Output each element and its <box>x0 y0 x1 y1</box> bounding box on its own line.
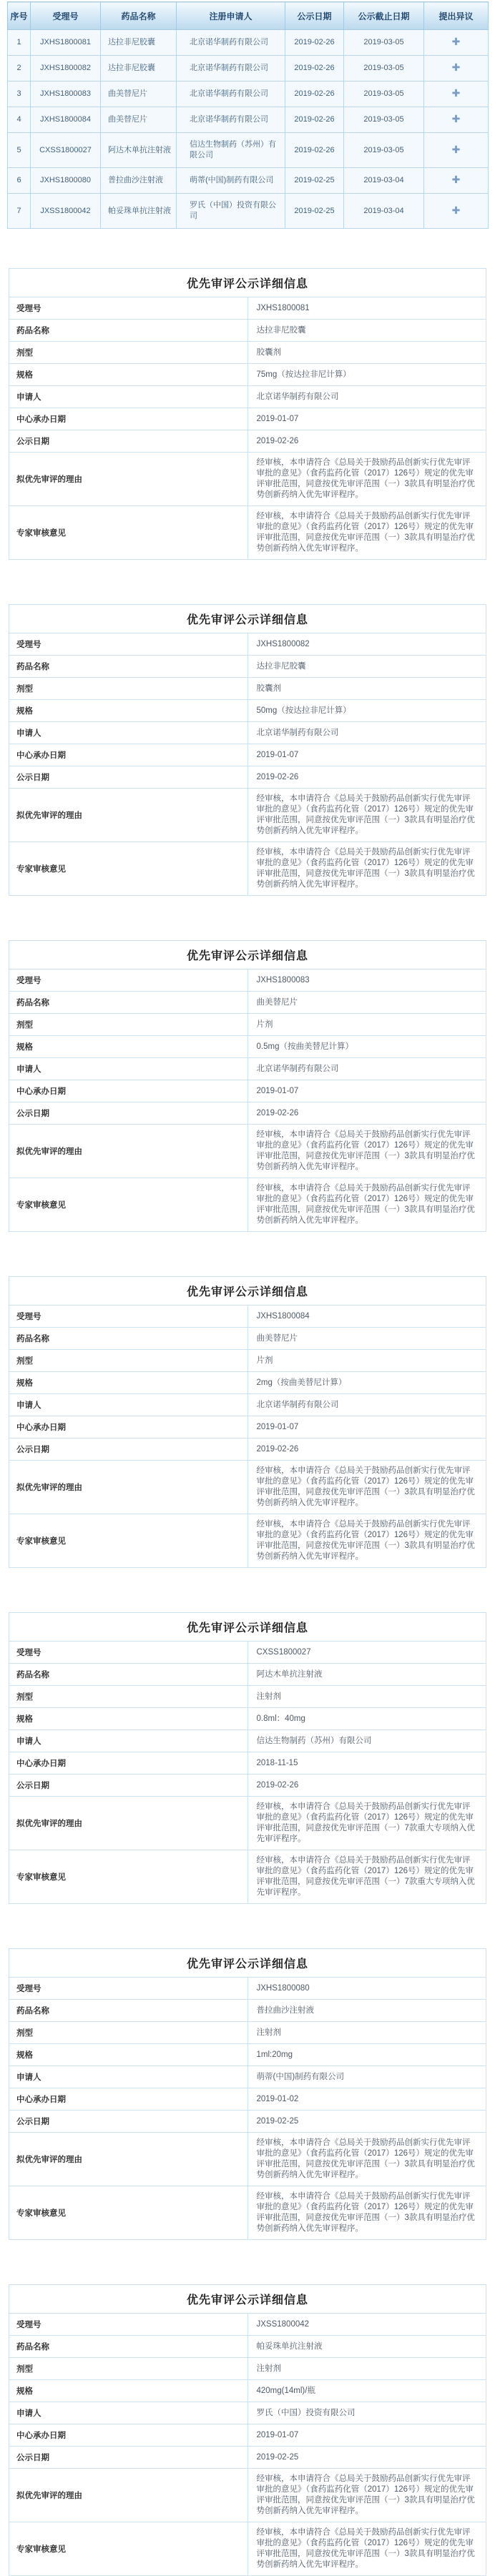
row-index-cell: 6 <box>8 168 31 194</box>
field-value-drug_name: 普拉曲沙注射液 <box>248 2000 486 2022</box>
detail-table <box>9 268 486 560</box>
publicity-date-cell: 2019-02-26 <box>285 133 344 168</box>
field-label-dosage_form: 剂型 <box>9 1350 248 1372</box>
detail-field-row <box>9 766 486 789</box>
field-value-center_date: 2018-11-15 <box>248 1752 486 1775</box>
field-label-acceptance_no: 受理号 <box>9 297 248 320</box>
field-label-acceptance_no: 受理号 <box>9 2314 248 2336</box>
field-value-reason: 经审核，本申请符合《总局关于鼓励药品创新实行优先审评审批的意见》（食药监药化管（2017）126号）规定的优先审评审批范围，同意按优先审评范围（一）3款具有明显治疗优势创新药纳入优先审评程序。 <box>248 789 486 842</box>
detail-field-row <box>9 453 486 506</box>
detail-field-row <box>9 1797 486 1850</box>
field-label-acceptance_no: 受理号 <box>9 969 248 992</box>
detail-field-row <box>9 430 486 453</box>
field-value-drug_name: 帕妥珠单抗注射液 <box>248 2336 486 2358</box>
detail-field-row <box>9 2358 486 2380</box>
publicity-end-date-cell: 2019-03-05 <box>344 56 424 82</box>
detail-field-row <box>9 969 486 992</box>
field-value-strength: 50mg（按达拉非尼计算） <box>248 700 486 722</box>
detail-table <box>9 1948 486 2240</box>
detail-field-row <box>9 1394 486 1416</box>
field-label-center_date: 中心承办日期 <box>9 744 248 766</box>
drug-name-cell: 帕妥珠单抗注射液 <box>101 194 177 229</box>
field-value-expert_opinion: 经审核，本申请符合《总局关于鼓励药品创新实行优先审评审批的意见》（食药监药化管（2017）126号）规定的优先审评审批范围，同意按优先审评范围（一）3款具有明显治疗优势创新药纳入优先审评程序。 <box>248 842 486 896</box>
publicity-date-cell: 2019-02-26 <box>285 107 344 133</box>
field-value-strength: 0.8ml：40mg <box>248 1708 486 1730</box>
detail-field-row <box>9 506 486 560</box>
field-value-strength: 1ml:20mg <box>248 2044 486 2066</box>
field-value-strength: 0.5mg（按曲美替尼计算） <box>248 1036 486 1058</box>
field-value-center_date: 2019-01-02 <box>248 2088 486 2111</box>
applicant-cell: 罗氏（中国）投资有限公司 <box>177 194 285 229</box>
field-value-expert_opinion: 经审核，本申请符合《总局关于鼓励药品创新实行优先审评审批的意见》（食药监药化管（2017）126号）规定的优先审评审批范围，同意按优先审评范围（一）3款具有明显治疗优势创新药纳入优先审评程序。 <box>248 1178 486 1232</box>
field-label-publicity_date: 公示日期 <box>9 1102 248 1125</box>
table-row <box>8 30 489 56</box>
field-value-acceptance_no: JXHS1800082 <box>248 633 486 656</box>
publicity-end-date-cell: 2019-03-05 <box>344 82 424 107</box>
field-value-dosage_form: 片剂 <box>248 1014 486 1036</box>
summary-table <box>7 1 489 229</box>
table-row <box>8 56 489 82</box>
detail-field-row <box>9 1416 486 1438</box>
publicity-end-date-cell: 2019-03-04 <box>344 194 424 229</box>
field-value-center_date: 2019-01-07 <box>248 744 486 766</box>
row-index-cell: 4 <box>8 107 31 133</box>
detail-field-row <box>9 656 486 678</box>
field-label-drug_name: 药品名称 <box>9 2000 248 2022</box>
detail-field-row <box>9 1328 486 1350</box>
field-label-applicant: 申请人 <box>9 1058 248 1080</box>
field-label-reason: 拟优先审评的理由 <box>9 1461 248 1514</box>
field-label-publicity_date: 公示日期 <box>9 2111 248 2133</box>
field-value-applicant: 罗氏（中国）投资有限公司 <box>248 2402 486 2424</box>
objection-cell <box>424 133 489 168</box>
detail-field-row <box>9 1350 486 1372</box>
detail-field-row <box>9 364 486 386</box>
applicant-cell: 北京诺华制药有限公司 <box>177 82 285 107</box>
row-index-cell: 1 <box>8 30 31 56</box>
column-header-4: 公示日期 <box>285 2 344 30</box>
summary-header-row <box>8 2 489 30</box>
detail-field-row <box>9 2447 486 2469</box>
objection-plus-icon[interactable]: ✚ <box>451 174 461 185</box>
publicity-date-cell: 2019-02-25 <box>285 194 344 229</box>
field-value-publicity_date: 2019-02-26 <box>248 430 486 453</box>
field-label-expert_opinion: 专家审核意见 <box>9 842 248 896</box>
field-label-dosage_form: 剂型 <box>9 2022 248 2044</box>
detail-section-title: 优先审评公示详细信息 <box>9 605 486 633</box>
detail-field-row <box>9 2066 486 2088</box>
detail-field-row <box>9 2133 486 2186</box>
drug-name-cell: 阿达木单抗注射液 <box>101 133 177 168</box>
table-row <box>8 107 489 133</box>
row-index-cell: 2 <box>8 56 31 82</box>
field-label-center_date: 中心承办日期 <box>9 1080 248 1102</box>
detail-table <box>9 2284 486 2576</box>
field-label-reason: 拟优先审评的理由 <box>9 2133 248 2186</box>
field-label-publicity_date: 公示日期 <box>9 1438 248 1461</box>
field-label-dosage_form: 剂型 <box>9 342 248 364</box>
acceptance-no-cell: JXHS1800083 <box>31 82 101 107</box>
objection-cell <box>424 30 489 56</box>
field-label-applicant: 申请人 <box>9 2402 248 2424</box>
field-value-acceptance_no: JXHS1800080 <box>248 1978 486 2000</box>
field-label-reason: 拟优先审评的理由 <box>9 1797 248 1850</box>
field-value-acceptance_no: JXHS1800084 <box>248 1306 486 1328</box>
field-value-dosage_form: 注射剂 <box>248 1686 486 1708</box>
detail-section-title: 优先审评公示详细信息 <box>9 269 486 297</box>
detail-field-row <box>9 1775 486 1797</box>
applicant-cell: 北京诺华制药有限公司 <box>177 107 285 133</box>
acceptance-no-cell: JXHS1800081 <box>31 30 101 56</box>
detail-section-title: 优先审评公示详细信息 <box>9 1949 486 1978</box>
field-value-dosage_form: 胶囊剂 <box>248 678 486 700</box>
detail-field-row <box>9 2088 486 2111</box>
table-row <box>8 82 489 107</box>
detail-field-row <box>9 1306 486 1328</box>
publicity-date-cell: 2019-02-26 <box>285 56 344 82</box>
detail-table <box>9 1612 486 1904</box>
field-value-center_date: 2019-01-07 <box>248 1080 486 1102</box>
detail-field-row <box>9 1036 486 1058</box>
field-label-expert_opinion: 专家审核意见 <box>9 1178 248 1232</box>
field-label-publicity_date: 公示日期 <box>9 2447 248 2469</box>
field-label-dosage_form: 剂型 <box>9 1014 248 1036</box>
detail-section <box>9 1276 486 1568</box>
objection-plus-icon[interactable]: ✚ <box>451 113 461 124</box>
detail-field-row <box>9 700 486 722</box>
publicity-end-date-cell: 2019-03-05 <box>344 107 424 133</box>
field-label-expert_opinion: 专家审核意见 <box>9 1514 248 1568</box>
detail-section <box>9 2284 486 2576</box>
detail-field-row <box>9 678 486 700</box>
column-header-2: 药品名称 <box>101 2 177 30</box>
field-value-drug_name: 曲美替尼片 <box>248 992 486 1014</box>
detail-field-row <box>9 633 486 656</box>
field-value-applicant: 萌蒂(中国)制药有限公司 <box>248 2066 486 2088</box>
field-value-center_date: 2019-01-07 <box>248 408 486 430</box>
detail-field-row <box>9 2402 486 2424</box>
detail-field-row <box>9 2522 486 2576</box>
table-row <box>8 133 489 168</box>
detail-field-row <box>9 2044 486 2066</box>
table-row <box>8 168 489 194</box>
field-label-strength: 规格 <box>9 1708 248 1730</box>
field-label-dosage_form: 剂型 <box>9 1686 248 1708</box>
field-value-reason: 经审核，本申请符合《总局关于鼓励药品创新实行优先审评审批的意见》（食药监药化管（2017）126号）规定的优先审评审批范围，同意按优先审评范围（一）3款具有明显治疗优势创新药纳入优先审评程序。 <box>248 2133 486 2186</box>
objection-cell <box>424 56 489 82</box>
field-label-center_date: 中心承办日期 <box>9 1752 248 1775</box>
detail-section <box>9 1612 486 1904</box>
column-header-3: 注册申请人 <box>177 2 285 30</box>
column-header-1: 受理号 <box>31 2 101 30</box>
detail-field-row <box>9 2314 486 2336</box>
field-value-publicity_date: 2019-02-26 <box>248 1775 486 1797</box>
field-label-publicity_date: 公示日期 <box>9 430 248 453</box>
detail-field-row <box>9 1178 486 1232</box>
detail-sections-container <box>0 268 495 2576</box>
detail-field-row <box>9 722 486 744</box>
field-label-center_date: 中心承办日期 <box>9 408 248 430</box>
field-label-applicant: 申请人 <box>9 1394 248 1416</box>
row-index-cell: 7 <box>8 194 31 229</box>
acceptance-no-cell: CXSS1800027 <box>31 133 101 168</box>
field-label-strength: 规格 <box>9 2044 248 2066</box>
field-label-publicity_date: 公示日期 <box>9 1775 248 1797</box>
field-label-applicant: 申请人 <box>9 722 248 744</box>
table-row <box>8 194 489 229</box>
publicity-date-cell: 2019-02-26 <box>285 82 344 107</box>
field-label-dosage_form: 剂型 <box>9 678 248 700</box>
field-value-dosage_form: 胶囊剂 <box>248 342 486 364</box>
field-value-expert_opinion: 经审核，本申请符合《总局关于鼓励药品创新实行优先审评审批的意见》（食药监药化管（2017）126号）规定的优先审评审批范围，同意按优先审评范围（一）3款具有明显治疗优势创新药纳入优先审评程序。 <box>248 506 486 560</box>
detail-field-row <box>9 1978 486 2000</box>
field-label-strength: 规格 <box>9 2380 248 2402</box>
detail-field-row <box>9 2022 486 2044</box>
field-label-drug_name: 药品名称 <box>9 2336 248 2358</box>
field-value-expert_opinion: 经审核，本申请符合《总局关于鼓励药品创新实行优先审评审批的意见》（食药监药化管（2017）126号）规定的优先审评审批范围，同意按优先审评范围（一）7款重大专项纳入优先审评程序。 <box>248 1850 486 1904</box>
detail-field-row <box>9 1058 486 1080</box>
objection-cell <box>424 107 489 133</box>
applicant-cell: 信达生物制药（苏州）有限公司 <box>177 133 285 168</box>
field-value-expert_opinion: 经审核，本申请符合《总局关于鼓励药品创新实行优先审评审批的意见》（食药监药化管（2017）126号）规定的优先审评审批范围，同意按优先审评范围（一）3款具有明显治疗优势创新药纳入优先审评程序。 <box>248 1514 486 1568</box>
field-value-center_date: 2019-01-07 <box>248 2424 486 2447</box>
objection-plus-icon[interactable]: ✚ <box>451 36 461 47</box>
row-index-cell: 5 <box>8 133 31 168</box>
field-value-dosage_form: 注射剂 <box>248 2022 486 2044</box>
field-value-drug_name: 达拉非尼胶囊 <box>248 656 486 678</box>
detail-field-row <box>9 1438 486 1461</box>
detail-field-row <box>9 789 486 842</box>
field-value-publicity_date: 2019-02-25 <box>248 2447 486 2469</box>
field-value-applicant: 信达生物制药（苏州）有限公司 <box>248 1730 486 1752</box>
field-value-center_date: 2019-01-07 <box>248 1416 486 1438</box>
field-value-publicity_date: 2019-02-25 <box>248 2111 486 2133</box>
detail-field-row <box>9 1850 486 1904</box>
detail-section <box>9 940 486 1232</box>
objection-plus-icon[interactable]: ✚ <box>451 143 461 155</box>
detail-field-row <box>9 1752 486 1775</box>
field-label-center_date: 中心承办日期 <box>9 2088 248 2111</box>
field-label-acceptance_no: 受理号 <box>9 1642 248 1664</box>
detail-field-row <box>9 1080 486 1102</box>
field-label-strength: 规格 <box>9 364 248 386</box>
field-label-reason: 拟优先审评的理由 <box>9 453 248 506</box>
detail-field-row <box>9 2336 486 2358</box>
field-label-expert_opinion: 专家审核意见 <box>9 2522 248 2576</box>
detail-field-row <box>9 1461 486 1514</box>
detail-section-title: 优先审评公示详细信息 <box>9 1277 486 1306</box>
field-label-drug_name: 药品名称 <box>9 992 248 1014</box>
field-label-acceptance_no: 受理号 <box>9 1978 248 2000</box>
field-value-strength: 2mg（按曲美替尼计算） <box>248 1372 486 1394</box>
field-label-drug_name: 药品名称 <box>9 1328 248 1350</box>
field-value-reason: 经审核，本申请符合《总局关于鼓励药品创新实行优先审评审批的意见》（食药监药化管（2017）126号）规定的优先审评审批范围，同意按优先审评范围（一）7款重大专项纳入优先审评程序。 <box>248 1797 486 1850</box>
objection-cell <box>424 168 489 194</box>
objection-cell <box>424 82 489 107</box>
field-label-drug_name: 药品名称 <box>9 1664 248 1686</box>
field-value-dosage_form: 注射剂 <box>248 2358 486 2380</box>
detail-field-row <box>9 1014 486 1036</box>
field-value-publicity_date: 2019-02-26 <box>248 1438 486 1461</box>
field-label-strength: 规格 <box>9 1036 248 1058</box>
detail-field-row <box>9 1372 486 1394</box>
applicant-cell: 北京诺华制药有限公司 <box>177 56 285 82</box>
detail-section <box>9 268 486 560</box>
detail-field-row <box>9 2424 486 2447</box>
field-value-acceptance_no: JXSS1800042 <box>248 2314 486 2336</box>
field-label-strength: 规格 <box>9 1372 248 1394</box>
field-value-applicant: 北京诺华制药有限公司 <box>248 1058 486 1080</box>
acceptance-no-cell: JXSS1800042 <box>31 194 101 229</box>
objection-plus-icon[interactable]: ✚ <box>451 204 461 216</box>
priority-review-summary <box>0 0 495 229</box>
field-label-reason: 拟优先审评的理由 <box>9 789 248 842</box>
detail-field-row <box>9 2000 486 2022</box>
field-value-drug_name: 阿达木单抗注射液 <box>248 1664 486 1686</box>
field-value-publicity_date: 2019-02-26 <box>248 766 486 789</box>
detail-section <box>9 604 486 896</box>
field-label-applicant: 申请人 <box>9 2066 248 2088</box>
field-value-acceptance_no: JXHS1800083 <box>248 969 486 992</box>
detail-field-row <box>9 1664 486 1686</box>
field-value-reason: 经审核，本申请符合《总局关于鼓励药品创新实行优先审评审批的意见》（食药监药化管（2017）126号）规定的优先审评审批范围，同意按优先审评范围（一）3款具有明显治疗优势创新药纳入优先审评程序。 <box>248 1461 486 1514</box>
detail-field-row <box>9 297 486 320</box>
field-label-dosage_form: 剂型 <box>9 2358 248 2380</box>
publicity-date-cell: 2019-02-26 <box>285 30 344 56</box>
field-label-expert_opinion: 专家审核意见 <box>9 2186 248 2240</box>
detail-field-row <box>9 1125 486 1178</box>
detail-field-row <box>9 2469 486 2522</box>
column-header-0: 序号 <box>8 2 31 30</box>
detail-field-row <box>9 1642 486 1664</box>
detail-field-row <box>9 320 486 342</box>
field-label-applicant: 申请人 <box>9 386 248 408</box>
drug-name-cell: 达拉非尼胶囊 <box>101 56 177 82</box>
drug-name-cell: 普拉曲沙注射液 <box>101 168 177 194</box>
applicant-cell: 北京诺华制药有限公司 <box>177 30 285 56</box>
field-label-acceptance_no: 受理号 <box>9 633 248 656</box>
detail-field-row <box>9 1708 486 1730</box>
field-label-drug_name: 药品名称 <box>9 656 248 678</box>
field-label-expert_opinion: 专家审核意见 <box>9 1850 248 1904</box>
row-index-cell: 3 <box>8 82 31 107</box>
detail-field-row <box>9 408 486 430</box>
field-value-strength: 75mg（按达拉非尼计算） <box>248 364 486 386</box>
acceptance-no-cell: JXHS1800082 <box>31 56 101 82</box>
detail-section-title: 优先审评公示详细信息 <box>9 2285 486 2314</box>
field-label-expert_opinion: 专家审核意见 <box>9 506 248 560</box>
detail-field-row <box>9 1514 486 1568</box>
detail-field-row <box>9 2111 486 2133</box>
field-value-expert_opinion: 经审核，本申请符合《总局关于鼓励药品创新实行优先审评审批的意见》（食药监药化管（2017）126号）规定的优先审评审批范围，同意按优先审评范围（一）3款具有明显治疗优势创新药纳入优先审评程序。 <box>248 2522 486 2576</box>
drug-name-cell: 曲美替尼片 <box>101 82 177 107</box>
drug-name-cell: 达拉非尼胶囊 <box>101 30 177 56</box>
field-value-reason: 经审核，本申请符合《总局关于鼓励药品创新实行优先审评审批的意见》（食药监药化管（2017）126号）规定的优先审评审批范围，同意按优先审评范围（一）3款具有明显治疗优势创新药纳入优先审评程序。 <box>248 1125 486 1178</box>
objection-plus-icon[interactable]: ✚ <box>451 61 461 73</box>
detail-field-row <box>9 342 486 364</box>
field-value-expert_opinion: 经审核，本申请符合《总局关于鼓励药品创新实行优先审评审批的意见》（食药监药化管（2017）126号）规定的优先审评审批范围，同意按优先审评范围（一）3款具有明显治疗优势创新药纳入优先审评程序。 <box>248 2186 486 2240</box>
field-label-acceptance_no: 受理号 <box>9 1306 248 1328</box>
field-label-applicant: 申请人 <box>9 1730 248 1752</box>
field-value-applicant: 北京诺华制药有限公司 <box>248 722 486 744</box>
field-label-reason: 拟优先审评的理由 <box>9 2469 248 2522</box>
column-header-6: 提出异议 <box>424 2 489 30</box>
field-value-drug_name: 达拉非尼胶囊 <box>248 320 486 342</box>
field-value-applicant: 北京诺华制药有限公司 <box>248 386 486 408</box>
field-value-applicant: 北京诺华制药有限公司 <box>248 1394 486 1416</box>
field-value-reason: 经审核，本申请符合《总局关于鼓励药品创新实行优先审评审批的意见》（食药监药化管（2017）126号）规定的优先审评审批范围，同意按优先审评范围（一）3款具有明显治疗优势创新药纳入优先审评程序。 <box>248 453 486 506</box>
publicity-date-cell: 2019-02-25 <box>285 168 344 194</box>
field-value-dosage_form: 片剂 <box>248 1350 486 1372</box>
publicity-end-date-cell: 2019-03-04 <box>344 168 424 194</box>
detail-field-row <box>9 386 486 408</box>
detail-field-row <box>9 744 486 766</box>
detail-field-row <box>9 1102 486 1125</box>
applicant-cell: 萌蒂(中国)制药有限公司 <box>177 168 285 194</box>
detail-section-title: 优先审评公示详细信息 <box>9 1613 486 1642</box>
publicity-end-date-cell: 2019-03-05 <box>344 133 424 168</box>
detail-field-row <box>9 842 486 896</box>
detail-field-row <box>9 1686 486 1708</box>
field-value-drug_name: 曲美替尼片 <box>248 1328 486 1350</box>
field-label-drug_name: 药品名称 <box>9 320 248 342</box>
objection-plus-icon[interactable]: ✚ <box>451 87 461 99</box>
drug-name-cell: 曲美替尼片 <box>101 107 177 133</box>
field-value-acceptance_no: CXSS1800027 <box>248 1642 486 1664</box>
field-value-reason: 经审核，本申请符合《总局关于鼓励药品创新实行优先审评审批的意见》（食药监药化管（2017）126号）规定的优先审评审批范围，同意按优先审评范围（一）3款具有明显治疗优势创新药纳入优先审评程序。 <box>248 2469 486 2522</box>
field-label-strength: 规格 <box>9 700 248 722</box>
publicity-end-date-cell: 2019-03-05 <box>344 30 424 56</box>
field-label-center_date: 中心承办日期 <box>9 1416 248 1438</box>
detail-field-row <box>9 1730 486 1752</box>
detail-table <box>9 1276 486 1568</box>
detail-field-row <box>9 2380 486 2402</box>
field-label-reason: 拟优先审评的理由 <box>9 1125 248 1178</box>
objection-cell <box>424 194 489 229</box>
detail-field-row <box>9 992 486 1014</box>
column-header-5: 公示截止日期 <box>344 2 424 30</box>
acceptance-no-cell: JXHS1800084 <box>31 107 101 133</box>
field-value-strength: 420mg(14ml)/瓶 <box>248 2380 486 2402</box>
detail-field-row <box>9 2186 486 2240</box>
acceptance-no-cell: JXHS1800080 <box>31 168 101 194</box>
detail-section <box>9 1948 486 2240</box>
field-value-publicity_date: 2019-02-26 <box>248 1102 486 1125</box>
detail-table <box>9 940 486 1232</box>
detail-section-title: 优先审评公示详细信息 <box>9 941 486 969</box>
detail-table <box>9 604 486 896</box>
field-label-center_date: 中心承办日期 <box>9 2424 248 2447</box>
field-label-publicity_date: 公示日期 <box>9 766 248 789</box>
field-value-acceptance_no: JXHS1800081 <box>248 297 486 320</box>
